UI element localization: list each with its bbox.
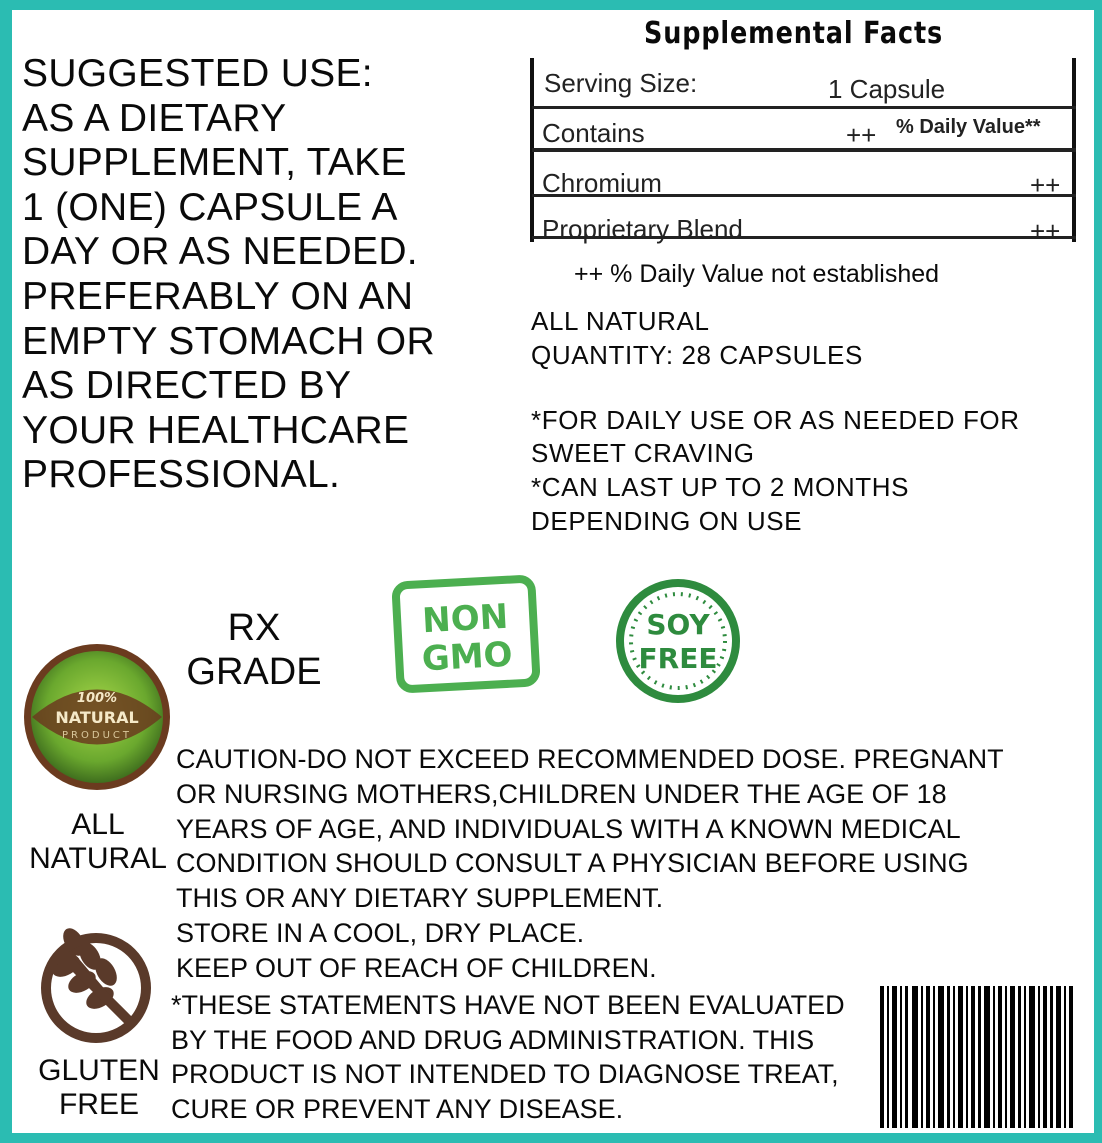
- soy-free-line: SOY: [646, 608, 710, 641]
- fda-disclaimer: [171, 988, 845, 1126]
- caution-block: [176, 742, 1004, 986]
- nutrient-value: ++: [1030, 216, 1061, 246]
- all-natural-line: NATURAL: [29, 842, 167, 875]
- suggested-use-line: EMPTY STOMACH OR: [22, 319, 435, 363]
- rx-grade-badge: [184, 606, 324, 694]
- soy-free-line: FREE: [638, 642, 718, 675]
- seal-line: PRODUCT: [62, 730, 132, 741]
- suggested-use-block: [22, 52, 492, 498]
- usage-note: SWEET CRAVING: [531, 438, 755, 468]
- duration-note: DEPENDING ON USE: [531, 506, 803, 536]
- nutrient-name: Chromium: [542, 168, 662, 198]
- seal-line: 100%: [76, 691, 118, 706]
- suggested-use-line: YOUR HEALTHCARE: [22, 408, 410, 452]
- serving-size-label: Serving Size:: [544, 68, 698, 98]
- caution-line: STORE IN A COOL, DRY PLACE.: [176, 917, 585, 948]
- soy-free-badge-icon: [612, 578, 744, 704]
- disclaimer-line: *THESE STATEMENTS HAVE NOT BEEN EVALUATED: [171, 990, 845, 1020]
- rx-grade-line: RX: [227, 607, 281, 649]
- all-natural-label: [28, 808, 168, 876]
- gluten-free-line: FREE: [58, 1088, 139, 1121]
- table-divider: [532, 106, 1076, 109]
- rx-grade-line: GRADE: [186, 651, 322, 693]
- natural-product-seal-icon: [22, 642, 172, 792]
- caution-line: CAUTION-DO NOT EXCEED RECOMMENDED DOSE. PREGNANT: [176, 744, 1004, 774]
- non-gmo-stamp-icon: [392, 574, 540, 694]
- all-natural-text: ALL NATURAL: [531, 306, 710, 336]
- daily-value-footnote: ++ % Daily Value not established: [574, 260, 940, 288]
- quantity-text: QUANTITY: 28 CAPSULES: [531, 340, 863, 370]
- caution-line: OR NURSING MOTHERS,CHILDREN UNDER THE AGE OF 18: [176, 778, 947, 809]
- suggested-use-line: SUGGESTED USE:: [22, 52, 373, 95]
- facts-title: Supplemental Facts: [644, 16, 944, 51]
- suggested-use-line: PREFERABLY ON AN: [22, 274, 414, 318]
- suggested-use-line: DAY OR AS NEEDED.: [22, 230, 418, 274]
- barcode-icon: [880, 986, 1076, 1128]
- daily-value-header: % Daily Value**: [896, 116, 1041, 138]
- gluten-free-line: GLUTEN: [38, 1054, 160, 1087]
- caution-line: YEARS OF AGE, AND INDIVIDUALS WITH A KNOWN MEDICAL: [176, 813, 961, 844]
- usage-note: *FOR DAILY USE OR AS NEEDED FOR: [531, 405, 1020, 435]
- gluten-free-label: [26, 1054, 172, 1122]
- disclaimer-line: CURE OR PREVENT ANY DISEASE.: [171, 1093, 624, 1124]
- suggested-use-line: PROFESSIONAL.: [22, 453, 341, 497]
- caution-line: THIS OR ANY DIETARY SUPPLEMENT.: [176, 883, 664, 914]
- gluten-free-icon: [34, 922, 152, 1046]
- seal-line: NATURAL: [55, 708, 139, 727]
- nutrient-value: ++: [1030, 170, 1061, 200]
- non-gmo-line: GMO: [420, 634, 514, 680]
- facts-table: [530, 58, 1076, 246]
- serving-size-value: 1 Capsule: [828, 74, 946, 104]
- contains-marker: ++: [846, 120, 877, 150]
- all-natural-line: ALL: [71, 808, 125, 841]
- duration-note: *CAN LAST UP TO 2 MONTHS: [531, 472, 910, 502]
- suggested-use-line: SUPPLEMENT, TAKE: [22, 141, 407, 185]
- suggested-use-line: AS DIRECTED BY: [22, 364, 352, 408]
- disclaimer-line: BY THE FOOD AND DRUG ADMINISTRATION. THIS: [171, 1024, 815, 1055]
- disclaimer-line: PRODUCT IS NOT INTENDED TO DIAGNOSE TREAT,: [171, 1059, 839, 1090]
- caution-line: CONDITION SHOULD CONSULT A PHYSICIAN BEFORE USING: [176, 848, 969, 879]
- suggested-use-line: 1 (ONE) CAPSULE A: [22, 185, 398, 229]
- suggested-use-line: AS A DIETARY: [22, 96, 287, 140]
- caution-line: KEEP OUT OF REACH OF CHILDREN.: [176, 952, 657, 983]
- non-gmo-line: NON: [421, 596, 510, 642]
- contains-label: Contains: [542, 118, 645, 148]
- nutrient-name: Proprietary Blend: [542, 214, 743, 244]
